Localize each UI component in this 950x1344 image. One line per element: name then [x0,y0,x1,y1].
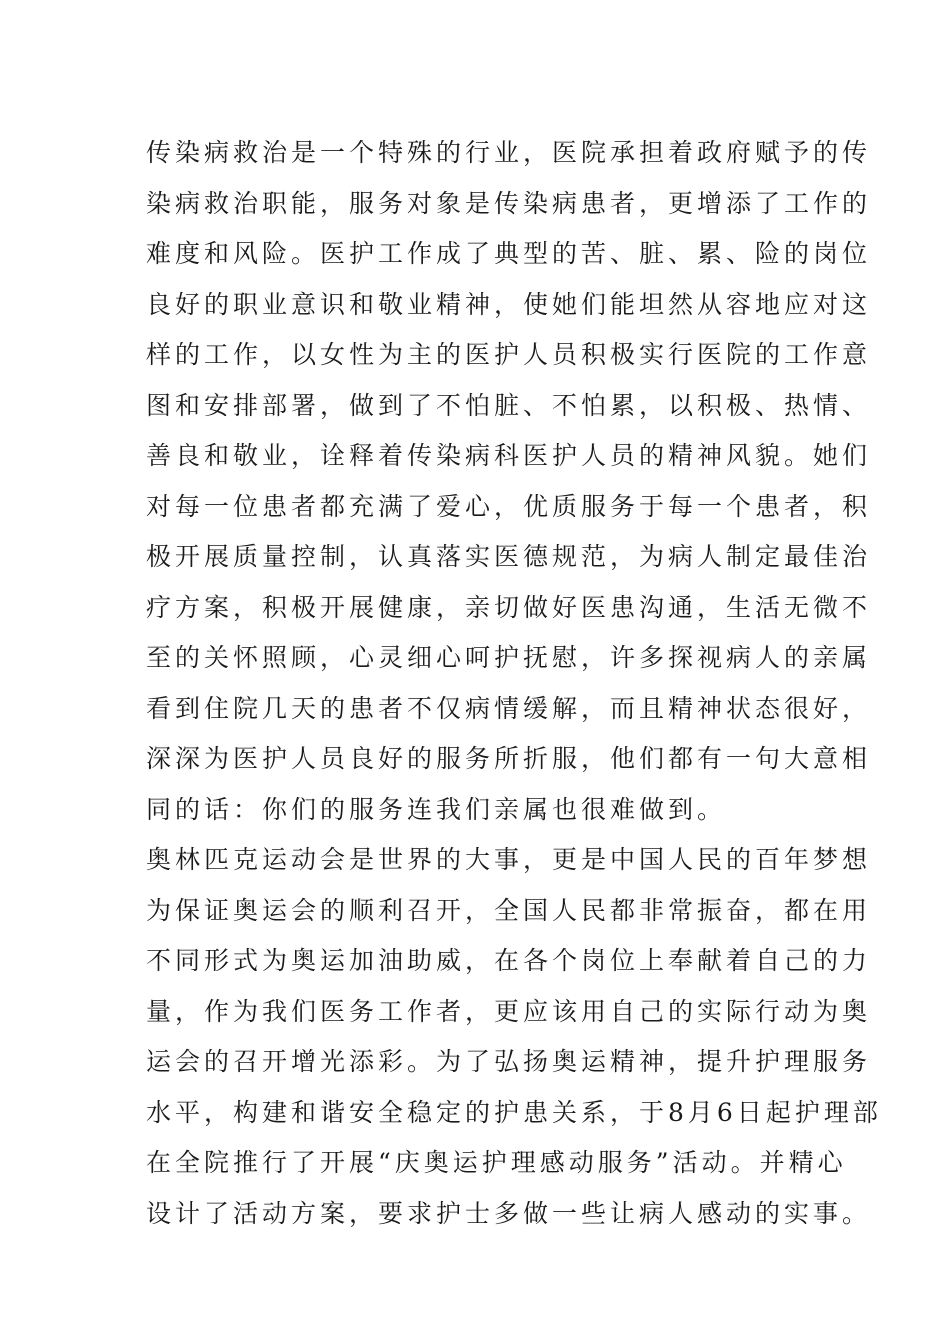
text-line: 良好的职业意识和敬业精神，使她们能坦然从容地应对这 [146,289,872,319]
body-text [146,128,882,1239]
text-line: 极开展质量控制，认真落实医德规范，为病人制定最佳治 [146,542,872,571]
text-line: 看到住院几天的患者不仅病情缓解，而且精神状态很好， [146,693,872,723]
text-line: 善良和敬业，诠释着传染病科医护人员的精神风貌。她们 [146,441,872,470]
text-line: 染病救治职能，服务对象是传染病患者，更增添了工作的 [146,188,872,218]
text-line: 同的话：你们的服务连我们亲属也很难做到。 [146,794,727,824]
text-line: 对每一位患者都充满了爱心，优质服务于每一个患者，积 [146,491,872,521]
text-line: 至的关怀照顾，心灵细心呵护抚慰，许多探视病人的亲属 [146,643,872,672]
text-line: 疗方案，积极开展健康，亲切做好医患沟通，生活无微不 [146,592,872,622]
text-line: 难度和风险。医护工作成了典型的苦、脏、累、险的岗位 [146,239,872,268]
text-line: 不同形式为奥运加油助威，在各个岗位上奉献着自己的力 [146,946,872,975]
text-line: 在全院推行了开展“庆奥运护理感动服务”活动。并精心 [146,1148,847,1177]
text-line: 奥林匹克运动会是世界的大事，更是中国人民的百年梦想 [146,845,872,874]
text-line: 样的工作，以女性为主的医护人员积极实行医院的工作意 [146,340,872,369]
text-line: 为保证奥运会的顺利召开，全国人民都非常振奋，都在用 [146,895,872,925]
text-line: 传染病救治是一个特殊的行业，医院承担着政府赋予的传 [146,138,872,167]
text-line: 运会的召开增光添彩。为了弘扬奥运精神，提升护理服务 [146,1047,872,1076]
text-line: 量，作为我们医务工作者，更应该用自己的实际行动为奥 [146,996,872,1026]
text-line: 水平，构建和谐安全稳定的护患关系，于8月6日起护理部 [146,1097,882,1127]
text-line: 设计了活动方案，要求护士多做一些让病人感动的实事。 [146,1198,872,1228]
text-line: 深深为医护人员良好的服务所折服，他们都有一句大意相 [146,744,872,773]
text-line: 图和安排部署，做到了不怕脏、不怕累，以积极、热情、 [146,390,872,420]
